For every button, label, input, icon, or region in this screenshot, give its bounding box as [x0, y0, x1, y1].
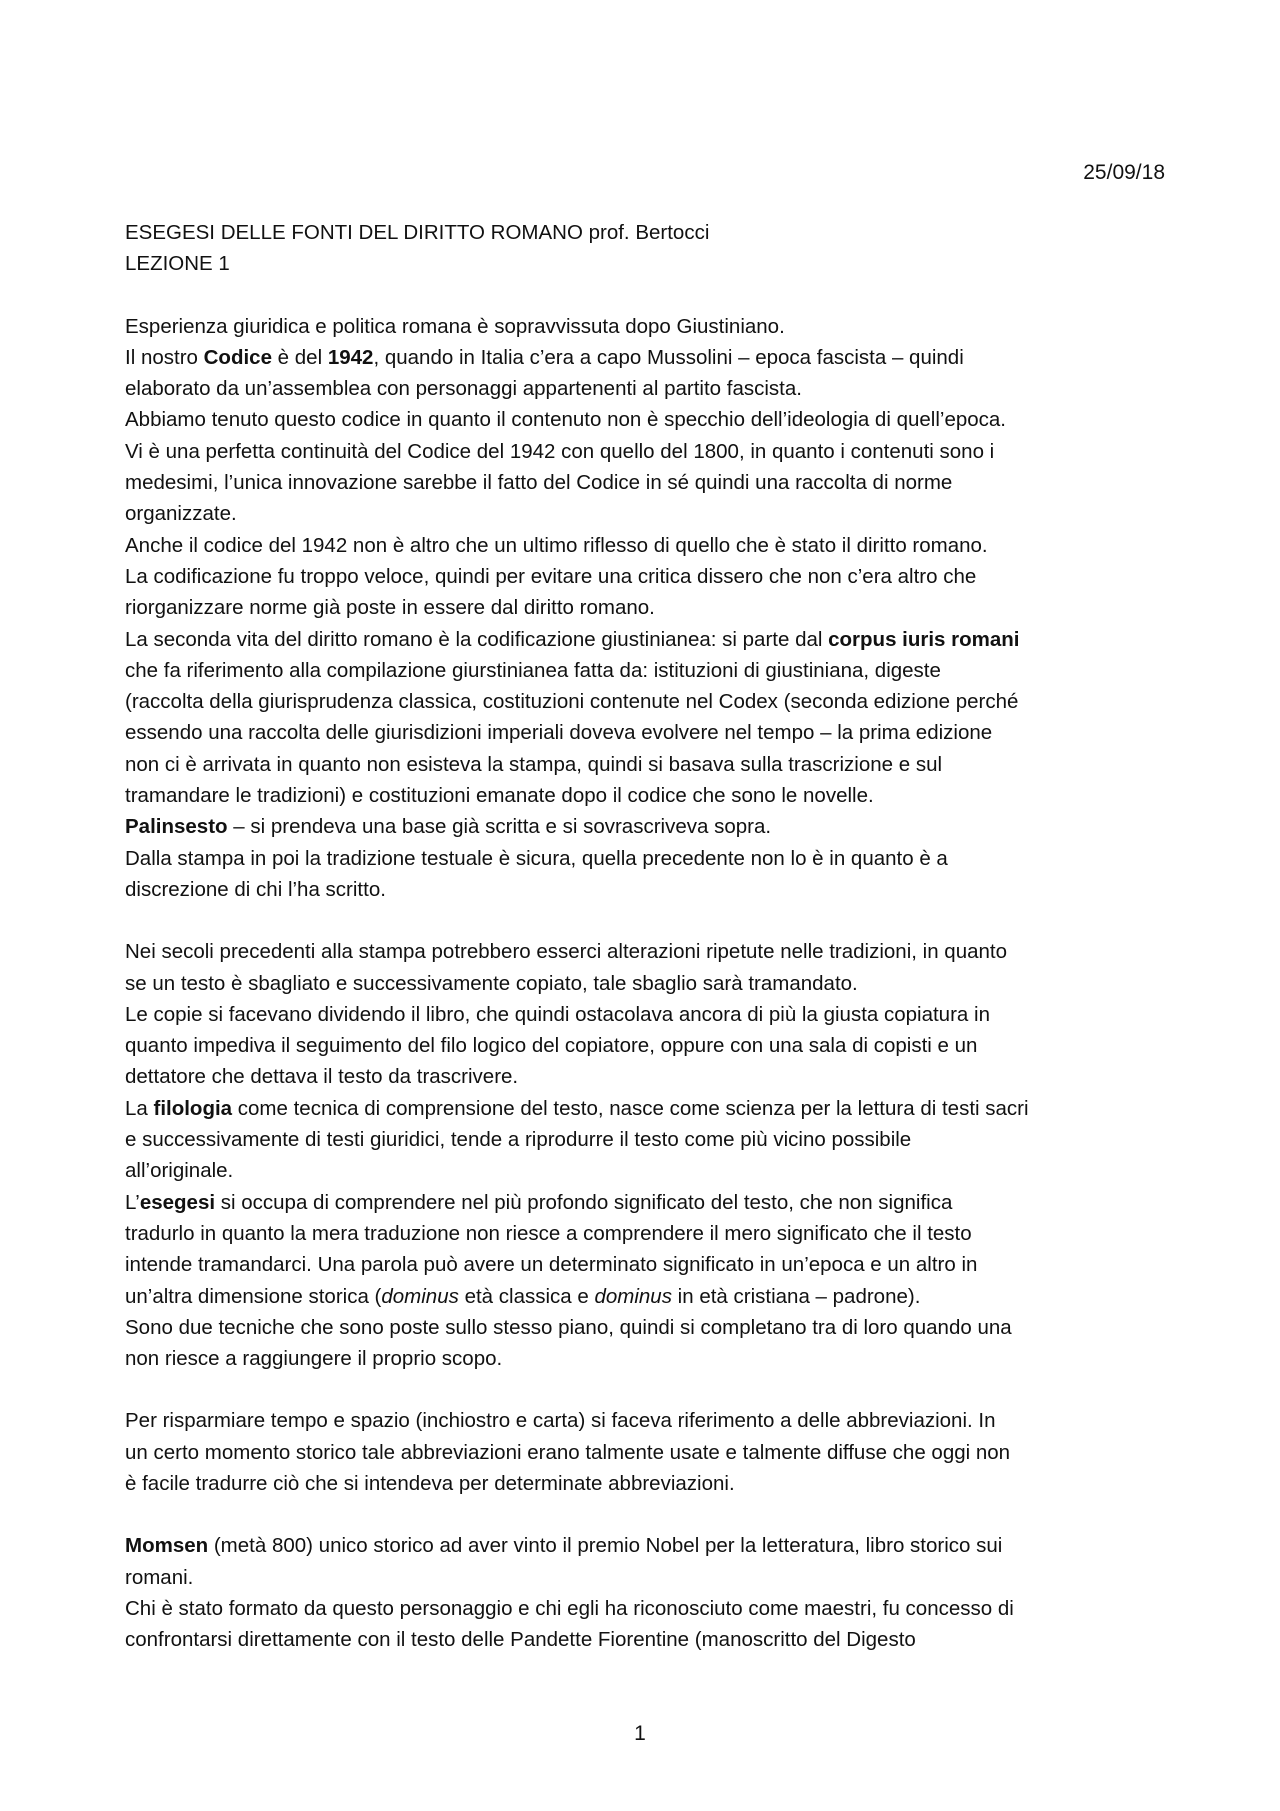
bold-term-esegesi: esegesi [139, 1190, 216, 1214]
text-line: Dalla stampa in poi la tradizione testuale è sicura, quella precedente non lo è in quanto è a [125, 846, 948, 870]
text-line [125, 1093, 1175, 1124]
paragraph-spacer [125, 1374, 1175, 1405]
text-line: quanto impediva il seguimento del filo logico del copiatore, oppure con una sala di copisti e un [125, 1034, 978, 1058]
text-line: Sono due tecniche che sono poste sullo stesso piano, quindi si completano tra di loro quando una [125, 1315, 1012, 1339]
text-line: Chi è stato formato da questo personaggio e chi egli ha riconosciuto come maestri, fu concesso di [125, 1596, 1014, 1620]
text-line: all’originale. [125, 1159, 234, 1183]
text-span: in età cristiana – padrone). [671, 1284, 921, 1308]
text-line: è facile tradurre ciò che si intendeva per determinate abbreviazioni. [125, 1471, 735, 1495]
paragraph-spacer [125, 905, 1175, 936]
paragraph-spacer [125, 280, 1175, 311]
text-line: non riesce a raggiungere il proprio scopo. [125, 1347, 503, 1371]
text-line: che fa riferimento alla compilazione giurstinianea fatta da: istituzioni di giustiniana, digeste [125, 658, 941, 682]
bold-term-momsen: Momsen [125, 1534, 209, 1558]
text-line: Anche il codice del 1942 non è altro che un ultimo riflesso di quello che è stato il diritto romano. [125, 533, 988, 557]
italic-term-dominus: dominus [594, 1284, 672, 1308]
page-number: 1 [634, 1722, 646, 1745]
text-span: è del [271, 345, 328, 369]
lesson-label: LEZIONE 1 [125, 252, 230, 276]
text-line: elaborato da un’assemblea con personaggi appartenenti al partito fascista. [125, 377, 802, 401]
italic-term-dominus: dominus [381, 1284, 459, 1308]
text-line [125, 811, 1175, 842]
text-line: essendo una raccolta delle giurisdizioni imperiali doveva evolvere nel tempo – la prima edizione [125, 721, 993, 745]
text-line: confrontarsi direttamente con il testo delle Pandette Fiorentine (manoscritto del Digesto [125, 1628, 916, 1652]
text-line: non ci è arrivata in quanto non esisteva la stampa, quindi si basava sulla trascrizione e sul [125, 752, 943, 776]
document-body [125, 217, 1175, 1655]
text-line: dettatore che dettava il testo da trascrivere. [125, 1065, 519, 1089]
bold-term-palinsesto: Palinsesto [125, 815, 228, 839]
text-span: Il nostro [125, 345, 204, 369]
text-line: Esperienza giuridica e politica romana è sopravvissuta dopo Giustiniano. [125, 314, 785, 338]
text-line: Le copie si facevano dividendo il libro, che quindi ostacolava ancora di più la giusta copiatura in [125, 1002, 990, 1026]
text-line [125, 624, 1175, 655]
bold-term-filologia: filologia [153, 1096, 233, 1120]
text-line [125, 1281, 1175, 1312]
text-line: tramandare le tradizioni) e costituzioni emanate dopo il codice che sono le novelle. [125, 784, 874, 808]
text-span: un’altra dimensione storica ( [125, 1284, 382, 1308]
text-line: e successivamente di testi giuridici, tende a riprodurre il testo come più vicino possibile [125, 1128, 912, 1152]
text-line: (raccolta della giurisprudenza classica, costituzioni contenute nel Codex (seconda edizione perché [125, 690, 1019, 714]
text-span: , quando in Italia c’era a capo Mussolini – epoca fascista – quindi [373, 345, 964, 369]
text-span: L’ [125, 1190, 140, 1214]
text-line: romani. [125, 1565, 194, 1589]
text-line: Vi è una perfetta continuità del Codice del 1942 con quello del 1800, in quanto i contenuti sono i [125, 439, 995, 463]
paragraph-1 [125, 311, 1175, 906]
paragraph-spacer [125, 1499, 1175, 1530]
text-line: intende tramandarci. Una parola può avere un determinato significato in un’epoca e un altro in [125, 1253, 978, 1277]
bold-term-codice: Codice [203, 345, 272, 369]
text-line: tradurlo in quanto la mera traduzione non riesce a comprendere il mero significato che il testo [125, 1221, 972, 1245]
text-line [125, 1530, 1175, 1561]
lecture-date: 25/09/18 [1083, 161, 1165, 184]
text-line: discrezione di chi l’ha scritto. [125, 877, 386, 901]
text-span: si occupa di comprendere nel più profondo significato del testo, che non significa [215, 1190, 953, 1214]
text-line: La codificazione fu troppo veloce, quindi per evitare una critica dissero che non c’era altro che [125, 564, 977, 588]
course-title: ESEGESI DELLE FONTI DEL DIRITTO ROMANO prof. Bertocci [125, 221, 710, 244]
bold-term-corpus: corpus iuris romani [828, 627, 1020, 651]
text-span: età classica e [458, 1284, 595, 1308]
text-line [125, 342, 1175, 373]
text-span: (metà 800) unico storico ad aver vinto il premio Nobel per la letteratura, libro storico sui [208, 1534, 1003, 1558]
text-span: – si prendeva una base già scritta e si sovrascriveva sopra. [227, 815, 772, 839]
text-line: medesimi, l’unica innovazione sarebbe il fatto del Codice in sé quindi una raccolta di norme [125, 471, 953, 495]
text-line [125, 1187, 1175, 1218]
text-line: Nei secoli precedenti alla stampa potrebbero esserci alterazioni ripetute nelle tradizioni, in quanto [125, 940, 1008, 964]
text-span: come tecnica di comprensione del testo, nasce come scienza per la lettura di testi sacri [232, 1096, 1029, 1120]
text-line: Abbiamo tenuto questo codice in quanto il contenuto non è specchio dell’ideologia di quell’epoca. [125, 408, 1006, 432]
text-span: La seconda vita del diritto romano è la codificazione giustinianea: si parte dal [125, 627, 829, 651]
text-span: La [125, 1096, 154, 1120]
paragraph-3 [125, 1405, 1175, 1499]
text-line: organizzate. [125, 502, 237, 526]
bold-term-year: 1942 [327, 345, 374, 369]
text-line: riorganizzare norme già poste in essere dal diritto romano. [125, 596, 655, 620]
document-header [125, 217, 1175, 280]
paragraph-4 [125, 1530, 1175, 1655]
text-line: Per risparmiare tempo e spazio (inchiostro e carta) si faceva riferimento a delle abbreviazioni. In [125, 1409, 996, 1433]
text-line: un certo momento storico tale abbreviazioni erano talmente usate e talmente diffuse che oggi non [125, 1440, 1011, 1464]
paragraph-2 [125, 936, 1175, 1374]
text-line: se un testo è sbagliato e successivamente copiato, tale sbaglio sarà tramandato. [125, 971, 858, 995]
